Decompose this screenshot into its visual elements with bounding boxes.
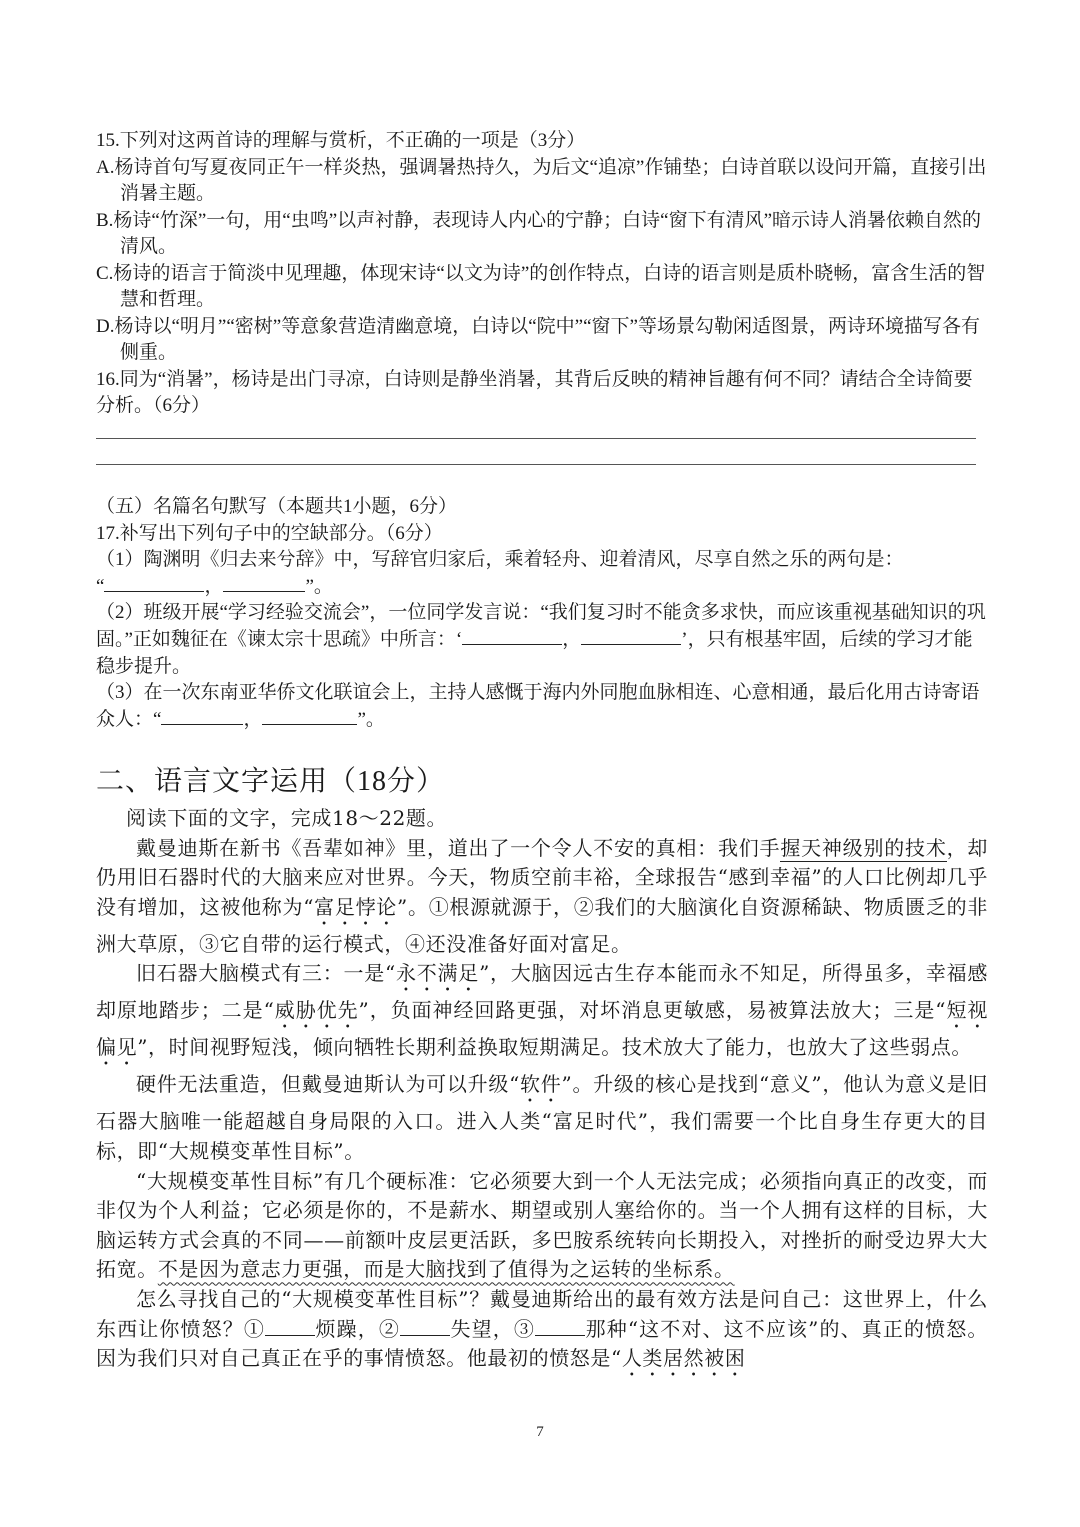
fill-blank (262, 707, 357, 725)
poetry-questions (96, 128, 988, 465)
quote-close: ”。 (357, 708, 385, 730)
passage-intro: 阅读下面的文字，完成18～22题。 (126, 806, 448, 830)
underlined-phrase: 握天神级别的技术 (780, 835, 947, 860)
passage-paragraph: 旧石器大脑模式有三：一是“永不满足”，大脑因远古生存本能而永不知足，所得虽多，幸福感却原地踏步；二是“威胁优先”，负面神经回路更强，对坏消息更敏感，易被算法放大；三是“短视偏见”，时间视野短浅，倾向牺牲长期利益换取短期满足。技术放大了能力，也放大了这些弱点。 (96, 961, 989, 1060)
fill-blank (223, 574, 305, 592)
fill-blank (462, 627, 562, 645)
section-title: 二、语言文字运用（18分） (96, 766, 446, 797)
wavy-underlined-sentence: 不是因为意志力更强，而是大脑找到了值得为之运转的坐标系。 (157, 1257, 735, 1282)
fill-blank (104, 574, 204, 592)
answer-line (96, 438, 976, 439)
passage-paragraph: “大规模变革性目标”有几个硬标准：它必须要大到一个人无法完成；必须指向真正的改变，而非仅为个人利益；它必须是你的，不是薪水、期望或别人塞给你的。当一个人拥有这样的目标，大脑运转方式会真的不同——前额叶皮层更活跃，多巴胺系统转向长期投入，对挫折的耐受边界大大拓宽。不是因为意志力更强，而是大脑找到了值得为之运转的坐标系。 (96, 1168, 988, 1282)
comma: ， (562, 628, 582, 650)
q15-option-c: C.杨诗的语言于简淡中见理趣，体现宋诗“以文为诗”的创作特点，白诗的语言则是质朴晓畅，富含生活的智慧和哲理。 (96, 262, 986, 310)
q15-option-d: D.杨诗以“明月”“密树”等意象营造清幽意境，白诗以“院中”“窗下”等场景勾勒闲适图景，两诗环境描写各有侧重。 (96, 315, 980, 363)
dotted-phrase: 人类居然被困 (621, 1346, 746, 1371)
q15-stem: 15.下列对这两首诗的理解与赏析，不正确的一项是（3分） (96, 130, 586, 151)
part5-heading: （五）名篇名句默写（本题共1小题，6分） (96, 496, 458, 517)
q17-item-1 (96, 547, 988, 600)
answer-line (96, 464, 976, 465)
comma: ， (243, 708, 263, 730)
comma: ， (204, 575, 224, 597)
item-text: （3）在一次东南亚华侨文化联谊会上，主持人感慨于海内外同胞血脉相连、心意相通，最后化用古诗寄语众人：“ (96, 682, 980, 730)
quote-close: ’，只有根基牢固，后续的学习才能稳步提升。 (96, 628, 973, 677)
fill-blank (400, 1319, 450, 1336)
dotted-phrase: 富足悖论 (314, 894, 398, 919)
dotted-phrase: 威胁优先 (274, 998, 359, 1023)
q17-item-2 (96, 600, 988, 680)
q15-option-a: A.杨诗首句写夏夜同正午一样炎热，强调暑热持久，为后文“追凉”作铺垫；白诗首联以设问开篇，直接引出消暑主题。 (96, 156, 987, 204)
dotted-phrase: 软件 (519, 1072, 562, 1097)
fill-blank (265, 1319, 315, 1336)
fill-blank (161, 707, 243, 725)
reading-passage (96, 804, 988, 1381)
q17-stem: 17.补写出下列句子中的空缺部分。（6分） (96, 522, 443, 544)
passage-paragraph: 戴曼迪斯在新书《吾辈如神》里，道出了一个令人不安的真相：我们手握天神级别的技术，却仍用旧石器时代的大脑来应对世界。今天，物质空前丰裕，全球报告“感到幸福”的人口比例却几乎没有增加，这被他称为“富足悖论”。①根源就源于，②我们的大脑演化自资源稀缺、物质匮乏的非洲大草原，③它自带的运行模式，④还没准备好面对富足。 (96, 835, 989, 956)
dotted-phrase: 短视偏见 (96, 998, 989, 1060)
q17-item-3 (96, 680, 988, 733)
fill-blank (581, 627, 681, 645)
quote-open: “ (96, 575, 105, 597)
passage-paragraph: 怎么寻找自己的“大规模变革性目标”？戴曼迪斯给出的最有效方法是问自己：这世界上，什么东西让你愤怒？① 烦躁，② 失望，③ 那种“这不对、这不应该”的、真正的愤怒。因为我们只对自己真正在乎的事情愤怒。他最初的愤怒是“人类居然被困 (96, 1286, 988, 1371)
q15-option-b: B.杨诗“竹深”一句，用“虫鸣”以声衬静，表现诗人内心的宁静；白诗“窗下有清风”暗示诗人消暑依赖自然的清风。 (96, 209, 982, 257)
page-number: 7 (536, 1424, 544, 1440)
recitation-section (96, 494, 988, 733)
quote-close: ”。 (305, 575, 333, 597)
passage-paragraph: 硬件无法重造，但戴曼迪斯认为可以升级“软件”。升级的核心是找到“意义”，他认为意义是旧石器大脑唯一能超越自身局限的入口。进入人类“富足时代”，我们需要一个比自身生存更大的目标，即“大规模变革性目标”。 (96, 1072, 989, 1163)
dotted-phrase: 永不满足 (395, 961, 480, 986)
fill-blank (535, 1319, 585, 1336)
item-text: （2）班级开展“学习经验交流会”，一位同学发言说：“我们复习时不能贪多求快，而应该重视基础知识的巩固。”正如魏征在《谏太宗十思疏》中所言：‘ (96, 602, 986, 650)
q16-stem: 16.同为“消暑”，杨诗是出门寻凉，白诗则是静坐消暑，其背后反映的精神旨趣有何不同？请结合全诗简要分析。（6分） (96, 368, 973, 416)
item-text: （1）陶渊明《归去来兮辞》中，写辞官归家后，乘着轻舟、迎着清风，尽享自然之乐的两句是： (96, 549, 904, 571)
